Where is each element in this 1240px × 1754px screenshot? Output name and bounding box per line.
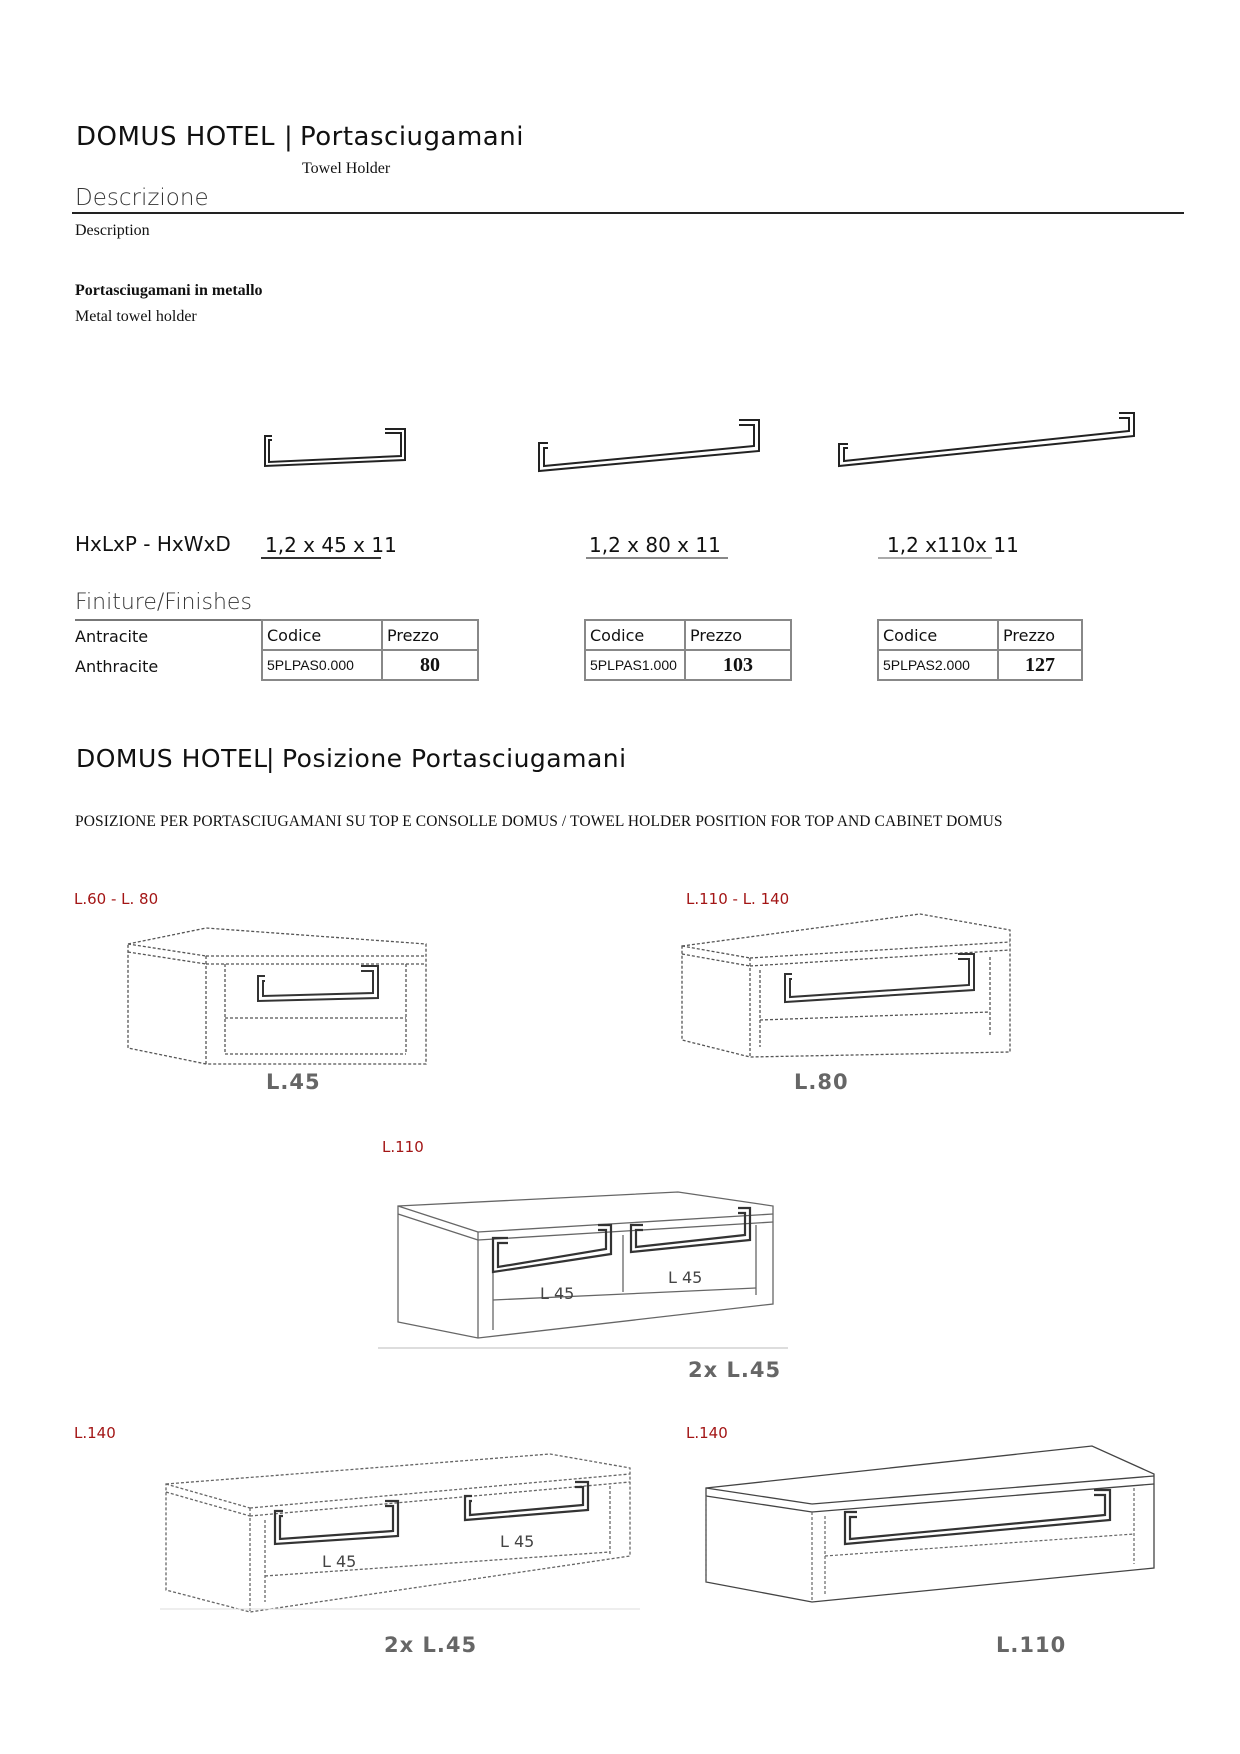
finish-color: Antracite [75,627,149,646]
diagram-size-label: L.140 [686,1424,728,1442]
towel-holder-110-drawing [834,410,1138,470]
product-code: 5PLPAS0.000 [262,650,382,680]
finishes-title: Finiture/Finishes [75,590,252,615]
position-subtitle: POSIZIONE PER PORTASCIUGAMANI SU TOP E CONSOLLE DOMUS / TOWEL HOLDER POSITION FOR TOP AND CABINET DOMUS [75,813,1003,830]
dims-80: 1,2 x 80 x 11 [589,533,721,557]
code-label: Codice [262,620,382,650]
diagram-caption: L.110 [996,1633,1067,1657]
dims-underline [261,557,381,559]
diagram-caption: L.45 [266,1070,321,1094]
price-table-80 [584,619,792,681]
product-title: Portasciugamani [300,122,524,152]
diagram-caption: L.80 [794,1070,849,1094]
price-label: Prezzo [998,620,1082,650]
diagram-caption: 2x L.45 [688,1358,782,1382]
product-price: 103 [685,650,791,680]
product-price: 127 [998,650,1082,680]
cabinet-diagram-3 [378,1170,798,1350]
diagram-size-label: L.110 - L. 140 [686,890,790,908]
position-separator: | [266,744,275,773]
cabinet-diagram-1 [126,926,430,1066]
dims-label: HxLxP - HxWxD [75,532,231,556]
dims-underline [586,557,728,559]
description-title-en: Description [75,222,150,239]
item-description: Portasciugamani in metallo [75,282,263,299]
product-price: 80 [382,650,478,680]
dims-45: 1,2 x 45 x 11 [265,533,397,557]
towel-holder-45-drawing [260,420,410,470]
code-label: Codice [878,620,998,650]
holder-label: L 45 [540,1284,575,1303]
diagram-caption: 2x L.45 [384,1633,478,1657]
holder-label: L 45 [322,1552,357,1571]
dims-110: 1,2 x110x 11 [887,533,1019,557]
price-label: Prezzo [382,620,478,650]
finishes-underline [75,619,263,621]
divider [72,212,1184,214]
diagram-size-label: L.60 - L. 80 [74,890,159,908]
cabinet-diagram-5 [702,1444,1162,1604]
price-label: Prezzo [685,620,791,650]
diagram-size-label: L.140 [74,1424,116,1442]
finish-color-en: Anthracite [75,657,159,676]
dims-underline [878,557,992,559]
cabinet-diagram-4 [160,1444,640,1614]
product-code: 5PLPAS2.000 [878,650,998,680]
item-description-en: Metal towel holder [75,308,197,325]
product-title-en: Towel Holder [302,160,391,177]
holder-label: L 45 [500,1532,535,1551]
code-label: Codice [585,620,685,650]
position-title: Posizione Portasciugamani [282,744,627,773]
holder-label: L 45 [668,1268,703,1287]
position-brand: DOMUS HOTEL [76,744,268,773]
price-table-45 [261,619,479,681]
diagram-size-label: L.110 [382,1138,424,1156]
price-table-110 [877,619,1083,681]
brand-title: DOMUS HOTEL [76,122,276,152]
towel-holder-80-drawing [534,415,764,475]
header-separator: | [284,122,294,152]
cabinet-diagram-2 [680,912,1014,1062]
product-code: 5PLPAS1.000 [585,650,685,680]
description-title: Descrizione [75,185,209,211]
